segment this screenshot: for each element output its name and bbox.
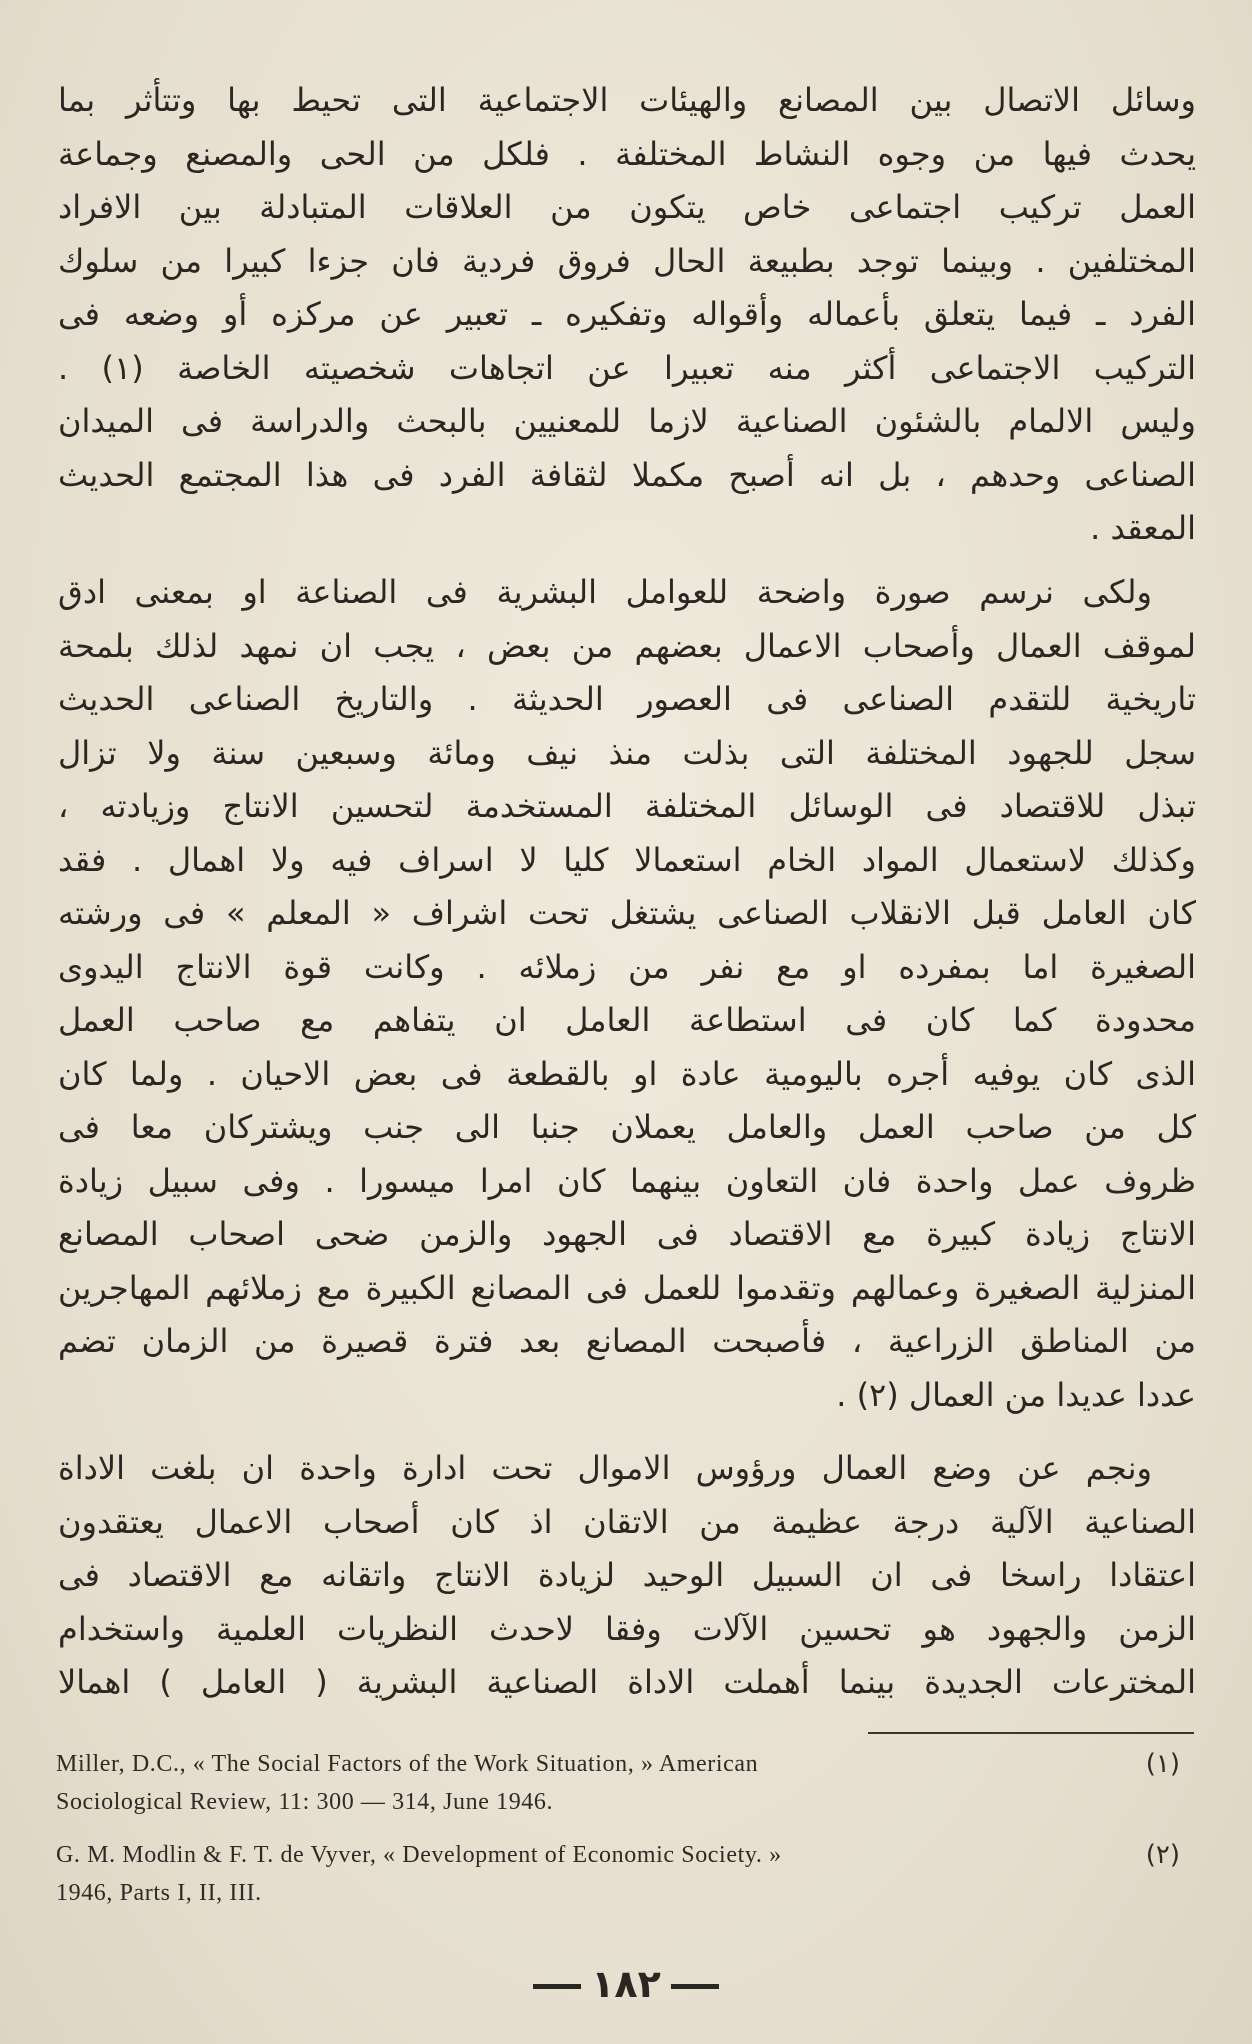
text-line: المخترعات الجديدة بينما أهملت الاداة الصناعية البشرية ( العامل ) اهمالا <box>58 1663 1196 1701</box>
text-line: الصناعية الآلية درجة عظيمة من الاتقان اذ كان أصحاب الاعمال يعتقدون <box>58 1502 1196 1541</box>
text-line: المختلفين . وبينما توجد بطبيعة الحال فروق فردية فان جزءا كبيرا من سلوك <box>58 241 1196 280</box>
footnote-number: (٢) <box>1145 1840 1180 1870</box>
footnote-text: Miller, D.C., « The Social Factors of the Work Situation, » American <box>56 1751 759 1777</box>
text-line: الفرد ـ فيما يتعلق بأعماله وأقواله وتفكيره ـ تعبير عن مركزه أو وضعه فى <box>58 295 1196 333</box>
text-line: المنزلية الصغيرة وعمالهم وتقدموا للعمل فى المصانع الكبيرة مع زملائهم المهاجرين <box>58 1268 1196 1307</box>
text-line: التركيب الاجتماعى أكثر منه تعبيرا عن اتجاهات شخصيته الخاصة (١) . <box>58 348 1196 387</box>
text-line: وليس الالمام بالشئون الصناعية لازما للمعنيين بالبحث والدراسة فى الميدان <box>58 402 1196 440</box>
paragraph-2 <box>58 566 1196 1422</box>
text-line: ونجم عن وضع العمال ورؤوس الاموال تحت ادارة واحدة ان بلغت الاداة <box>58 1449 1152 1487</box>
text-line: سجل للجهود المختلفة التى بذلت منذ نيف ومائة وسبعين سنة ولا تزال <box>58 733 1196 772</box>
text-line: المعقد . <box>1090 509 1196 547</box>
paragraph-3 <box>58 1442 1196 1710</box>
footnote-text: Sociological Review, 11: 300 — 314, June 1946. <box>56 1789 554 1815</box>
footnote-text: 1946, Parts I, II, III. <box>56 1880 262 1906</box>
footnote-number: (١) <box>1145 1749 1180 1779</box>
footnote-1 <box>56 1745 1196 1821</box>
text-line: الصناعى وحدهم ، بل انه أصبح مكملا لثقافة الفرد فى هذا المجتمع الحديث <box>58 455 1196 494</box>
text-line: وسائل الاتصال بين المصانع والهيئات الاجتماعية التى تحيط بها وتتأثر بما <box>58 81 1196 119</box>
text-line: العمل تركيب اجتماعى خاص يتكون من العلاقات المتبادلة بين الافراد <box>58 188 1196 226</box>
text-line: كان العامل قبل الانقلاب الصناعى يشتغل تحت اشراف « المعلم » فى ورشته <box>58 894 1196 932</box>
text-line: لموقف العمال وأصحاب الاعمال بعضهم من بعض ، يجب ان نمهد لذلك بلمحة <box>58 626 1196 665</box>
dash-decoration <box>533 1984 581 1989</box>
text-line: كل من صاحب العمل والعامل يعملان جنبا الى جنب ويشتركان معا فى <box>58 1108 1196 1146</box>
footnote-text: G. M. Modlin & F. T. de Vyver, « Development of Economic Society. » <box>56 1842 782 1868</box>
text-line: يحدث فيها من وجوه النشاط المختلفة . فلكل من الحى والمصنع وجماعة <box>58 134 1196 173</box>
text-line: الذى كان يوفيه أجره باليومية عادة او بالقطعة فى بعض الاحيان . ولما كان <box>58 1054 1196 1093</box>
footnote-divider <box>868 1732 1194 1734</box>
text-line: وكذلك لاستعمال المواد الخام استعمالا كليا لا اسراف فيه ولا اهمال . فقد <box>58 840 1196 879</box>
text-line: من المناطق الزراعية ، فأصبحت المصانع بعد فترة قصيرة من الزمان تضم <box>58 1322 1196 1360</box>
text-line: محدودة كما كان فى استطاعة العامل ان يتفاهم مع صاحب العمل <box>58 1001 1196 1039</box>
text-line: ظروف عمل واحدة فان التعاون بينهما كان امرا ميسورا . وفى سبيل زيادة <box>58 1161 1196 1200</box>
text-line: تاريخية للتقدم الصناعى فى العصور الحديثة . والتاريخ الصناعى الحديث <box>58 680 1196 718</box>
dash-decoration <box>671 1984 719 1989</box>
paragraph-1 <box>58 74 1196 556</box>
text-line: تبذل للاقتصاد فى الوسائل المختلفة المستخدمة لتحسين الانتاج وزيادته ، <box>58 787 1196 825</box>
text-line: عددا عديدا من العمال (٢) . <box>836 1375 1196 1414</box>
text-line: اعتقادا راسخا فى ان السبيل الوحيد لزيادة الانتاج واتقانه مع الاقتصاد فى <box>58 1556 1196 1594</box>
footnote-2 <box>56 1836 1196 1912</box>
text-line: الصغيرة اما بمفرده او مع نفر من زملائه . وكانت قوة الانتاج اليدوى <box>58 947 1196 986</box>
text-line: الانتاج زيادة كبيرة مع الاقتصاد فى الجهود والزمن ضحى اصحاب المصانع <box>58 1215 1196 1253</box>
text-line: ولكى نرسم صورة واضحة للعوامل البشرية فى الصناعة او بمعنى ادق <box>58 573 1152 611</box>
page-number <box>0 1962 1252 2006</box>
page-number-text: ١٨٢ <box>591 1962 661 2006</box>
text-line: الزمن والجهود هو تحسين الآلات وفقا لاحدث النظريات العلمية واستخدام <box>58 1609 1196 1648</box>
